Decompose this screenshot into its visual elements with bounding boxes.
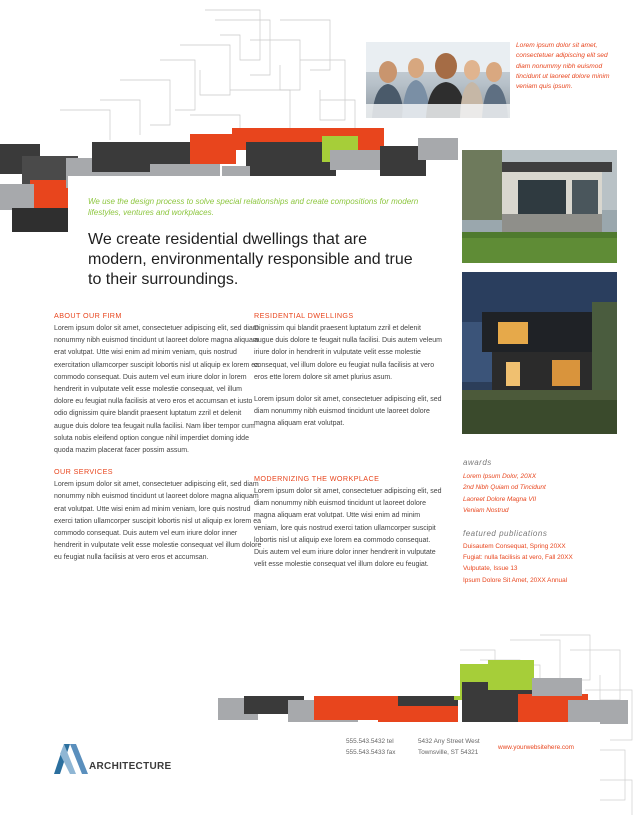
award-item: Lorem Ipsum Dolor, 20XX <box>463 473 537 480</box>
award-item: 2nd Nibh Quiam od Tincidunt <box>463 484 546 492</box>
team-photo <box>366 42 510 118</box>
footer-phones <box>346 736 416 758</box>
address-line-2: Townsville, ST 54321 <box>418 749 479 756</box>
phone-fax: 555.543.5433 fax <box>346 749 396 756</box>
middle-column <box>254 311 442 431</box>
services-body: Lorem ipsum dolor sit amet, consectetuer adipiscing elit, sed diam nonummy nibh euismod tincidunt ut laoreet dolore magna aliquam erat volutpat. Utte wisi enim ad minim veniam, lore quis nostrud exerci tation ullamcorper suscipit lobortis nisl ut aliquip ex lorem ea commodo consequat. Duis autem vel eum iriure dolor inner hendrerit in vulputate velit esse molestie consequat vel illum dolore eu feugiat nulla facilisis at vero eros et accumsan. <box>54 481 262 562</box>
services-title: OUR SERVICES <box>54 467 113 477</box>
publication-item: Fugiat: nulla facilisis at vero, Fall 20XX <box>463 554 573 562</box>
headline: We create residential dwellings that are modern, environmentally responsible and true to their surroundings. <box>88 231 413 288</box>
tagline: We use the design process to solve special relationships and create compositions for modern lifestyles, ventures and workplaces. <box>88 197 419 217</box>
left-column <box>54 311 262 565</box>
workplace-title: MODERNIZING THE WORKPLACE <box>254 474 380 483</box>
house-photo-daylight <box>462 150 617 263</box>
residential-body-2: Lorem ipsum dolor sit amet, consectetuer adipiscing elit, sed diam nonummy nibh euismod tincidunt ute laoreet dolore magna aliquam erat volutpat. <box>254 396 442 428</box>
residential-body-1: Dignissim qui blandit praesent luptatum zzril et delenit augue duis dolore te feugait nulla facilisi. Duis autem veleum iriure dolor in hendrerit in vulputate velit esse molestie consequat, vel illum dolore eu feugiat nulla facilisis at vero eros ette lorem dolore sit amet plurius asum. <box>254 325 442 381</box>
awards-title: awards <box>463 458 492 467</box>
publication-item: Duisautem Consequat, Spring 20XX <box>463 542 566 550</box>
photo-quote: Lorem ipsum dolor sit amet, consectetuer adipiscing elit sed diam nonummy nibh euismod tincidunt ut laoreet dolore minim veniam quis ipsum. <box>516 42 610 91</box>
publication-item: Ipsum Dolore Sit Amet, 20XX Annual <box>463 576 568 584</box>
address-line-1: 5432 Any Street West <box>418 738 480 745</box>
workplace-column <box>254 474 442 571</box>
about-title: ABOUT OUR FIRM <box>54 311 122 320</box>
architecture-logo-icon <box>54 744 90 774</box>
sidebar <box>463 458 628 586</box>
publications-list <box>463 541 628 587</box>
awards-list <box>463 471 628 517</box>
award-item: Veniam Nostrud <box>463 507 509 515</box>
footer-address <box>418 736 498 758</box>
workplace-body: Lorem ipsum dolor sit amet, consectetuer adipiscing elit, sed diam nonummy nibh euismod tincidunt ut laoreet dolore magna aliquam erat volutpat. Utte wisi enim ad minim veniam, lore quis nostrud exerci tation ullamcorper suscipit lobortis nisl ut aliquip exe lorem ea commodo consequat. Duis autem vel eum iriure dolor inner hendrerit in vulputate velit esse molestie consequat vel illum dolore eu feugiat. <box>254 488 442 569</box>
brand-name: ARCHITECTURE <box>89 761 172 772</box>
line-art-top <box>0 0 360 140</box>
award-item: Laoreet Dolore Magna VII <box>463 495 537 503</box>
phone-tel: 555.543.5432 tel <box>346 738 394 745</box>
publications-title: featured publications <box>463 528 548 538</box>
residential-title: RESIDENTIAL DWELLINGS <box>254 311 354 320</box>
publication-item: Vulputate, Issue 13 <box>463 565 518 573</box>
website-link[interactable]: www.yourwebsitehere.com <box>498 744 575 751</box>
about-body: Lorem ipsum dolor sit amet, consectetuer adipiscing elit, sed diam nonummy nibh euismod tincidunt ut laoreet dolore magna aliquam erat volutpat. Utte wisi enim ad minim veniam, quis nostrud exercitation ullamcorper suscipit lobortis nisl ut aliquip ex lorem ea commodo consequat. Duis autem vel eum iriure dolor in lorem hendrerit in vulputate velit esse molestie consequat, vel illum dolore eu feugiat nulla facilisis at vero eros et accumsan et iusto odio dignissim quire blandit praesent luptatum zzril et delenit augue duis dolore tea feugait nulla facilisi. Nam liber tempor cum soluta nobis eleifend option congue nihil imperdiet doming idde quoda mazim placerat facer possim assum. <box>54 325 260 455</box>
house-photo-night <box>462 272 617 434</box>
